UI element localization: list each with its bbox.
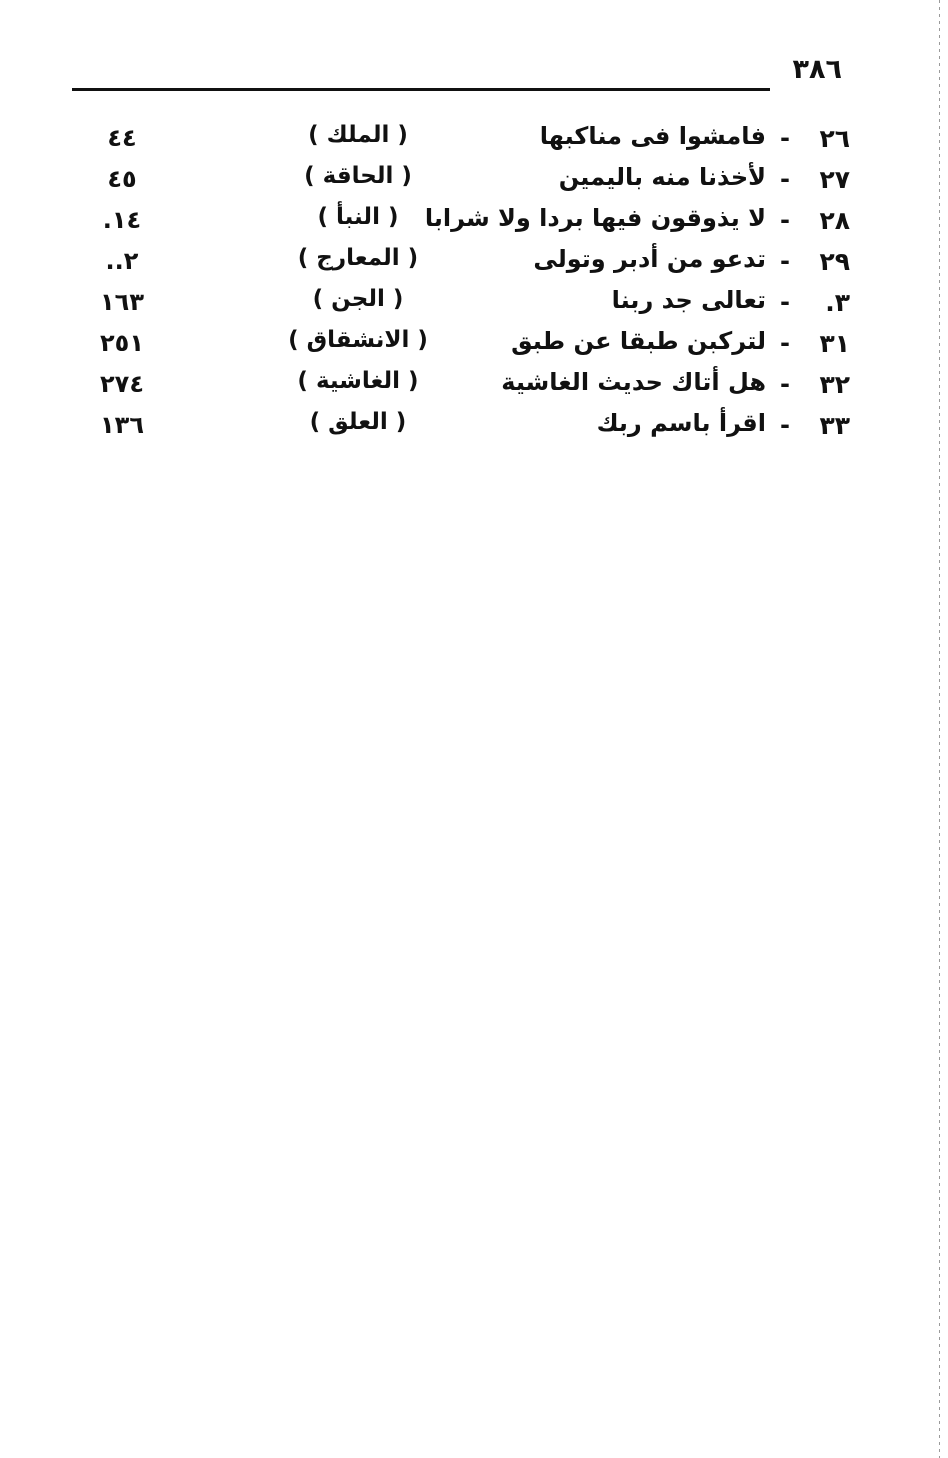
entry-number: ٢٨ bbox=[819, 206, 850, 235]
page-edge-border bbox=[939, 0, 940, 1458]
entry-dash: - bbox=[780, 206, 790, 234]
entry-dash: - bbox=[780, 329, 790, 357]
entry-surah: ( النبأ ) bbox=[317, 204, 399, 230]
entry-dash: - bbox=[780, 124, 790, 152]
entry-dash: - bbox=[780, 288, 790, 316]
entry-page: ٤٥ bbox=[107, 165, 137, 193]
entry-verse: اقرأ باسم ربك bbox=[596, 409, 766, 437]
entry-surah: ( المعارج ) bbox=[297, 245, 419, 271]
entry-surah: ( العلق ) bbox=[309, 409, 407, 435]
entry-page: ١٤. bbox=[102, 206, 142, 234]
entry-surah: ( الغاشية ) bbox=[297, 368, 419, 394]
entry-verse: تدعو من أدبر وتولى bbox=[533, 245, 766, 273]
entry-number: ٢٦ bbox=[819, 124, 850, 153]
entry-page: ٤٤ bbox=[107, 124, 137, 152]
entry-page: ١٣٦ bbox=[100, 411, 144, 439]
header-rule bbox=[72, 88, 770, 91]
index-entry bbox=[70, 245, 850, 286]
entry-number: ٣٢ bbox=[819, 370, 850, 399]
entry-surah: ( الحاقة ) bbox=[304, 163, 412, 189]
index-entry bbox=[70, 368, 850, 409]
entry-number: ٣٣ bbox=[819, 411, 850, 440]
entry-page: ٢٧٤ bbox=[100, 370, 144, 398]
entry-verse: لأخذنا منه باليمين bbox=[558, 163, 766, 191]
entry-dash: - bbox=[780, 247, 790, 275]
verse-index-list bbox=[70, 122, 850, 450]
entry-page: ٢٥١ bbox=[100, 329, 144, 357]
index-entry bbox=[70, 327, 850, 368]
entry-dash: - bbox=[780, 411, 790, 439]
entry-number: ٢٧ bbox=[819, 165, 850, 194]
entry-dash: - bbox=[780, 165, 790, 193]
index-entry bbox=[70, 122, 850, 163]
index-entry bbox=[70, 163, 850, 204]
entry-verse: تعالى جد ربنا bbox=[611, 286, 766, 314]
entry-number: ٣١ bbox=[819, 329, 850, 358]
entry-verse: لا يذوقون فيها بردا ولا شرابا bbox=[424, 204, 766, 232]
entry-dash: - bbox=[780, 370, 790, 398]
index-entry bbox=[70, 286, 850, 327]
entry-page: ١٦٣ bbox=[100, 288, 144, 316]
page-number: ٣٨٦ bbox=[792, 54, 842, 85]
entry-verse: هل أتاك حديث الغاشية bbox=[501, 368, 766, 396]
index-entry bbox=[70, 409, 850, 450]
entry-number: ٣. bbox=[825, 288, 850, 317]
entry-surah: ( الملك ) bbox=[308, 122, 408, 148]
entry-verse: لتركبن طبقا عن طبق bbox=[511, 327, 766, 355]
entry-surah: ( الجن ) bbox=[312, 286, 404, 312]
index-entry bbox=[70, 204, 850, 245]
entry-surah: ( الانشقاق ) bbox=[288, 327, 428, 353]
entry-number: ٢٩ bbox=[819, 247, 850, 276]
entry-page: ٢.. bbox=[105, 247, 139, 275]
entry-verse: فامشوا فى مناكبها bbox=[539, 122, 766, 150]
